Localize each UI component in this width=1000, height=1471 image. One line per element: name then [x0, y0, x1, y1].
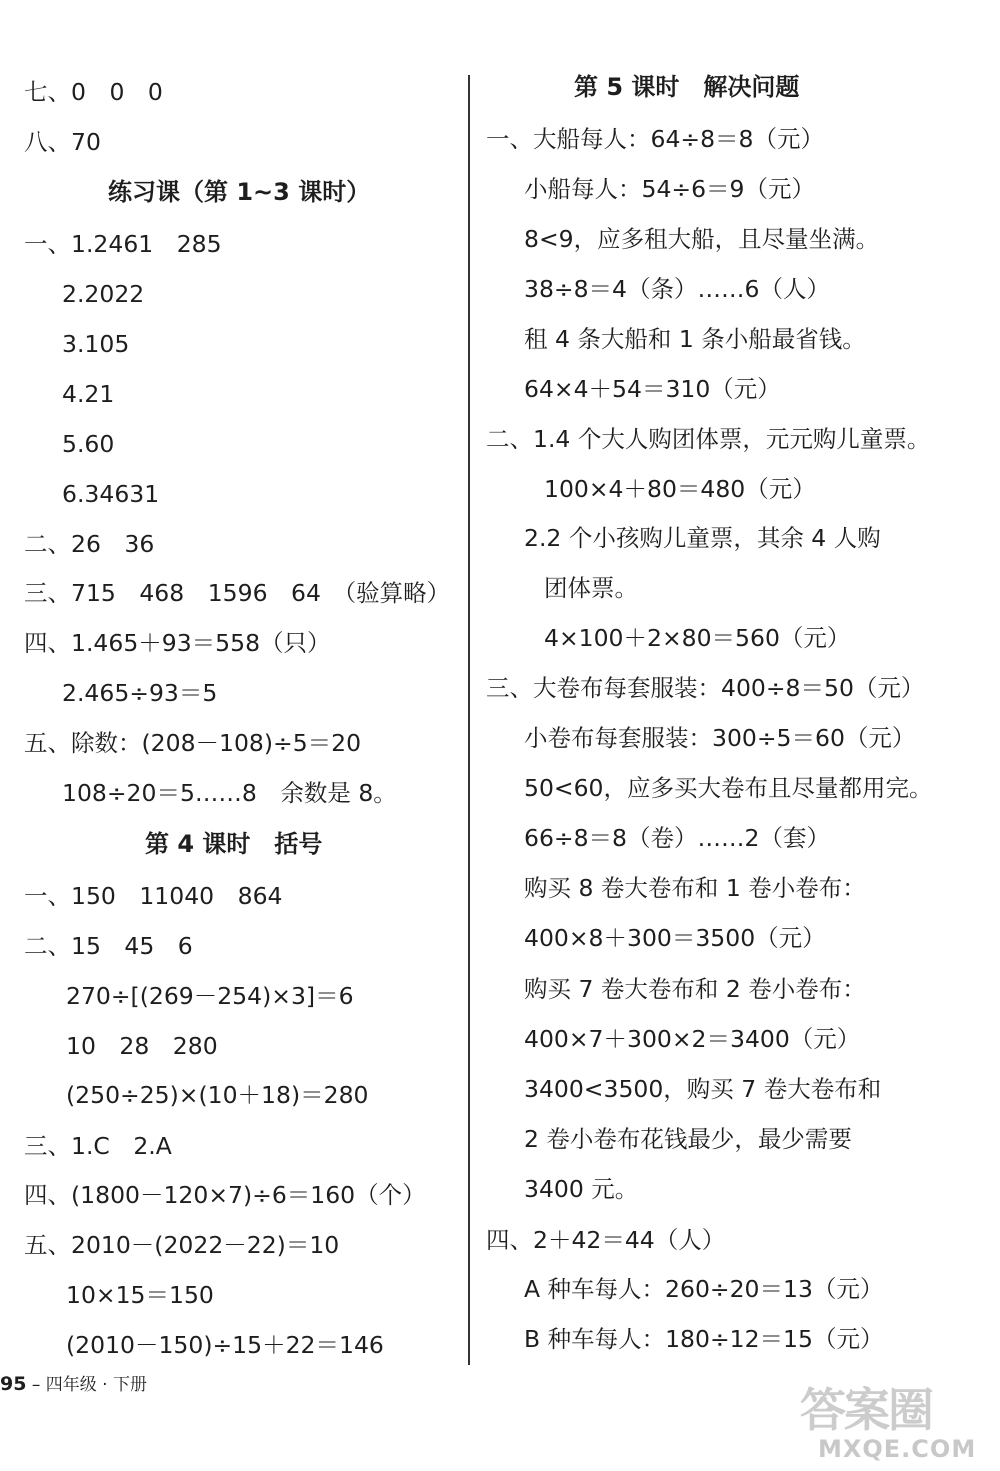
answer-line: 三、1.C 2.A [24, 1132, 172, 1160]
answer-line: 8<9，应多租大船，且尽量坐满。 [524, 225, 880, 253]
answer-line: (250÷25)×(10＋18)＝280 [66, 1081, 369, 1109]
answer-line: 400×7＋300×2＝3400（元） [524, 1025, 861, 1053]
answer-line: 64×4＋54＝310（元） [524, 375, 781, 403]
answer-line: 2.2022 [62, 280, 145, 308]
answer-line: 3400 元。 [524, 1175, 639, 1203]
footer-dash: – [31, 1375, 41, 1395]
answer-line: 38÷8＝4（条）……6（人） [524, 275, 830, 303]
answer-line: 小船每人：54÷6＝9（元） [524, 175, 815, 203]
answer-line: 270÷[(269－254)×3]＝6 [66, 982, 354, 1010]
answer-line: 400×8＋300＝3500（元） [524, 924, 826, 952]
section-heading-lesson-4: 第 4 课时 括号 [145, 830, 323, 858]
answer-line: 一、150 11040 864 [24, 882, 283, 910]
answer-line: 五、2010－(2022－22)＝10 [24, 1231, 340, 1259]
answer-line: 4×100＋2×80＝560（元） [544, 624, 851, 652]
answer-line: 三、715 468 1596 64 （验算略） [24, 579, 451, 607]
answer-line: 四、2＋42＝44（人） [486, 1226, 726, 1254]
answer-line: 66÷8＝8（卷）……2（套） [524, 824, 830, 852]
answer-line: (2010－150)÷15＋22＝146 [66, 1331, 384, 1359]
watermark [792, 1385, 997, 1467]
answer-line: 4.21 [62, 380, 115, 408]
answer-line: 七、0 0 0 [24, 78, 163, 106]
answer-line: 一、1.2461 285 [24, 230, 222, 258]
watermark-logo: 答案圈 [800, 1383, 932, 1437]
answer-line: A 种车每人：260÷20＝13（元） [524, 1275, 884, 1303]
answer-line: 购买 8 卷大卷布和 1 卷小卷布： [524, 874, 866, 902]
answer-line: 108÷20＝5……8 余数是 8。 [62, 779, 397, 807]
answer-line: 二、1.4 个大人购团体票，元元购儿童票。 [486, 425, 931, 453]
section-heading-practice: 练习课（第 1~3 课时） [108, 178, 371, 206]
watermark-url: MXQE.COM [818, 1435, 977, 1463]
answer-line: 五、除数：(208－108)÷5＝20 [24, 729, 362, 757]
section-heading-lesson-5: 第 5 课时 解决问题 [574, 73, 800, 101]
answer-line: 6.34631 [62, 480, 160, 508]
page-number: 95 [0, 1373, 27, 1395]
answer-line: 10 28 280 [66, 1032, 218, 1060]
answer-line: 租 4 条大船和 1 条小船最省钱。 [524, 325, 866, 353]
answer-line: 团体票。 [544, 574, 638, 602]
answer-line: 二、26 36 [24, 530, 155, 558]
answer-line: 3400<3500，购买 7 卷大卷布和 [524, 1075, 882, 1103]
answer-line: 50<60，应多买大卷布且尽量都用完。 [524, 774, 933, 802]
answer-line: 2 卷小卷布花钱最少，最少需要 [524, 1125, 852, 1153]
answer-line: B 种车每人：180÷12＝15（元） [524, 1325, 884, 1353]
answer-line: 四、(1800－120×7)÷6＝160（个） [24, 1181, 426, 1209]
answer-line: 一、大船每人：64÷8＝8（元） [486, 125, 824, 153]
answer-line: 购买 7 卷大卷布和 2 卷小卷布： [524, 975, 866, 1003]
answer-line: 2.2 个小孩购儿童票，其余 4 人购 [524, 524, 881, 552]
answer-line: 四、1.465＋93＝558（只） [24, 629, 331, 657]
column-divider [468, 75, 470, 1365]
answer-line: 二、15 45 6 [24, 932, 193, 960]
answer-line: 3.105 [62, 330, 130, 358]
footer-grade: 四年级 · 下册 [45, 1375, 147, 1395]
page-footer [0, 1372, 147, 1397]
answer-line: 10×15＝150 [66, 1281, 214, 1309]
answer-line: 小卷布每套服装：300÷5＝60（元） [524, 724, 916, 752]
answer-line: 八、70 [24, 128, 101, 156]
answer-line: 100×4＋80＝480（元） [544, 475, 816, 503]
answer-line: 2.465÷93＝5 [62, 679, 218, 707]
answer-line: 5.60 [62, 430, 115, 458]
answer-line: 三、大卷布每套服装：400÷8＝50（元） [486, 674, 925, 702]
